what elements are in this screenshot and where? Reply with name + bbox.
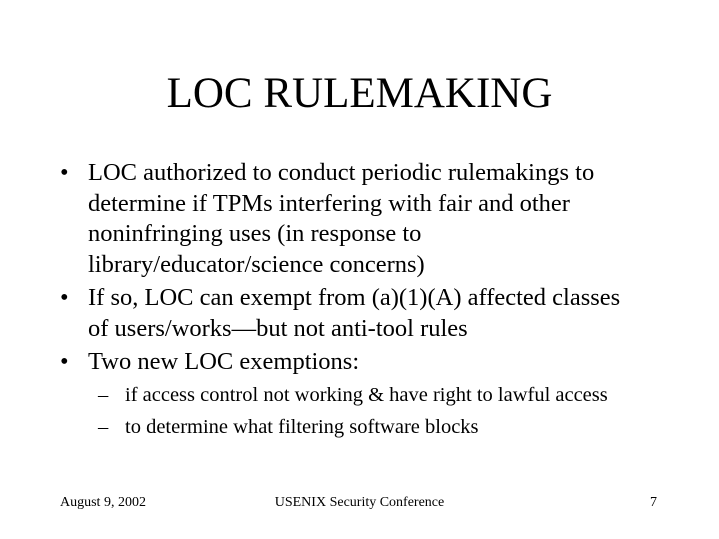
bullet-item	[60, 347, 640, 440]
bullet-item	[60, 283, 640, 344]
sub-bullet-symbol: –	[98, 415, 109, 438]
sub-bullet-text: if access control not working & have right to lawful access	[125, 383, 608, 406]
footer-event: USENIX Security Conference	[274, 495, 445, 510]
slide-title: LOC RULEMAKING	[166, 70, 553, 117]
bullet-symbol: •	[60, 284, 69, 311]
bullet-symbol: •	[60, 348, 69, 375]
sub-bullet-item	[98, 414, 640, 440]
sub-bullet-text: to determine what filtering software blocks	[125, 415, 479, 438]
bullet-text: Two new LOC exemptions:	[88, 348, 360, 375]
sub-bullet-symbol: –	[98, 383, 109, 406]
footer-date: August 9, 2002	[60, 495, 146, 510]
footer-page-number: 7	[650, 495, 657, 510]
bullet-item	[60, 158, 640, 280]
sub-bullet-item	[98, 382, 640, 408]
bullet-list	[60, 158, 640, 446]
sub-bullet-list	[88, 382, 640, 440]
bullet-text: If so, LOC can exempt from (a)(1)(A) affected classes of users/works—but not anti-tool rules	[88, 284, 621, 342]
bullet-symbol: •	[60, 159, 69, 186]
bullet-text: LOC authorized to conduct periodic rulemakings to determine if TPMs interfering with fair and other noninfringing uses (in response to library/educator/science concerns)	[88, 159, 595, 278]
